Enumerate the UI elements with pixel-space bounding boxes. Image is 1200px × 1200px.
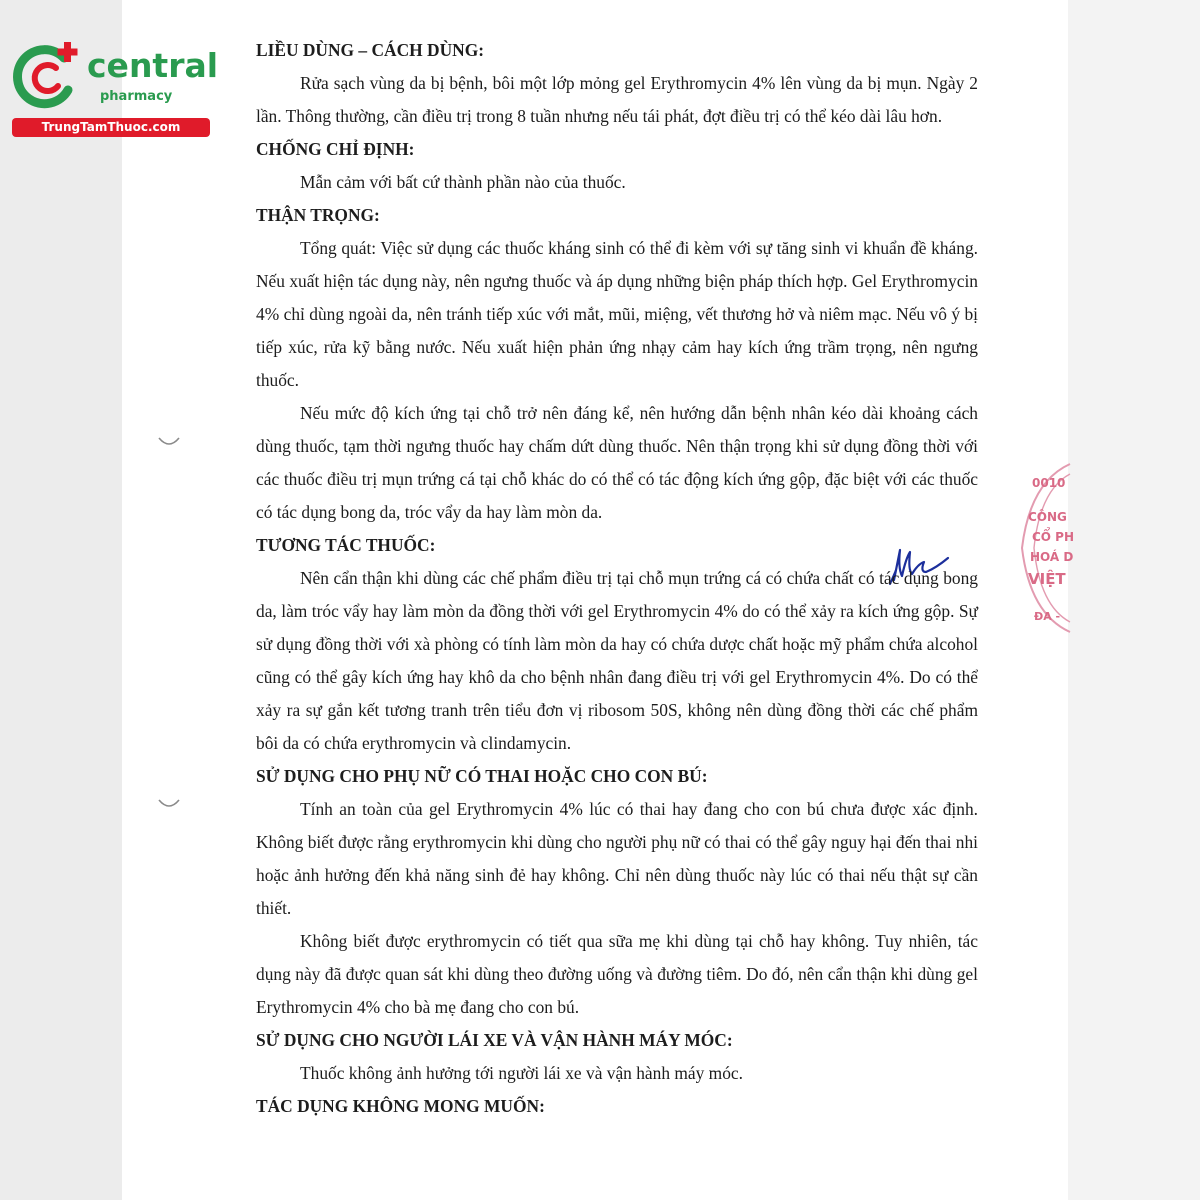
section-heading: SỬ DỤNG CHO NGƯỜI LÁI XE VÀ VẬN HÀNH MÁY MÓC: [256, 1030, 733, 1050]
section-interactions [256, 529, 978, 760]
stamp-text: CÔNG [1028, 510, 1067, 524]
paragraph: Nên cẩn thận khi dùng các chế phẩm điều trị tại chỗ mụn trứng cá có chứa chất có tác dụng bong da, làm tróc vẩy hay làm mòn da đồng thời với gel Erythromycin 4% do có thể xảy ra kích ứng gộp. Sự sử dụng đồng thời với xà phòng có tính làm mòn da hay có chứa dược chất hoặc mỹ phẩm chứa alcohol cũng có thể gây kích ứng hay khô da cho bệnh nhân đang điều trị với gel Erythromycin 4%. Do có thể xảy ra sự gắn kết tương tranh trên tiểu đơn vị ribosom 50S, không nên dùng đồng thời các chế phẩm bôi da có chứa erythromycin và clindamycin. [256, 568, 978, 753]
section-heading: THẬN TRỌNG: [256, 205, 380, 225]
paragraph: Rửa sạch vùng da bị bệnh, bôi một lớp mỏng gel Erythromycin 4% lên vùng da bị mụn. Ngày 2 lần. Thông thường, cần điều trị trong 8 tuần nhưng nếu tái phát, đợt điều trị có thể kéo dài lâu hơn. [256, 73, 978, 126]
section-pregnancy [256, 760, 978, 1024]
pharmacy-cross-icon [12, 40, 84, 112]
logo-site-banner: TrungTamThuoc.com [12, 118, 210, 137]
section-precautions [256, 199, 978, 529]
section-heading: LIỀU DÙNG – CÁCH DÙNG: [256, 40, 485, 60]
section-contraindications [256, 133, 978, 199]
stamp-text: ĐA - [1034, 610, 1061, 623]
section-heading: TƯƠNG TÁC THUỐC: [256, 535, 436, 555]
logo-brand-text: central [87, 46, 219, 85]
section-driving [256, 1024, 978, 1090]
central-pharmacy-logo [12, 38, 219, 138]
section-side-effects [256, 1090, 978, 1123]
paragraph: Không biết được erythromycin có tiết qua sữa mẹ khi dùng tại chỗ hay không. Tuy nhiên, tác dụng này đã được quan sát khi dùng theo đường uống và đường tiêm. Do đó, nên cẩn thận khi dùng gel Erythromycin 4% cho bà mẹ đang cho con bú. [256, 931, 978, 1017]
document-body [256, 34, 978, 1123]
section-heading: SỬ DỤNG CHO PHỤ NỮ CÓ THAI HOẶC CHO CON BÚ: [256, 766, 708, 786]
punch-hole-icon [158, 436, 180, 448]
paragraph: Mẫn cảm với bất cứ thành phần nào của thuốc. [300, 172, 626, 192]
punch-hole-icon [158, 798, 180, 810]
scan-margin [1068, 0, 1200, 1200]
company-stamp [1010, 462, 1080, 634]
paragraph: Nếu mức độ kích ứng tại chỗ trở nên đáng kể, nên hướng dẫn bệnh nhân kéo dài khoảng cách dùng thuốc, tạm thời ngưng thuốc hay chấm dứt dùng thuốc. Nên thận trọng khi sử dụng đồng thời với các thuốc điều trị mụn trứng cá tại chỗ khác do có thể có tác động kích ứng gộp, đặc biệt với các thuốc có tác dụng bong da, tróc vẩy da hay làm mòn da. [256, 403, 978, 522]
stamp-text: VIỆT [1028, 570, 1066, 588]
logo-sub-text: pharmacy [100, 89, 173, 104]
paragraph: Thuốc không ảnh hưởng tới người lái xe và vận hành máy móc. [300, 1063, 743, 1083]
paragraph: Tổng quát: Việc sử dụng các thuốc kháng sinh có thể đi kèm với sự tăng sinh vi khuẩn đề kháng. Nếu xuất hiện tác dụng này, nên ngưng thuốc và áp dụng những biện pháp thích hợp. Gel Erythromycin 4% chỉ dùng ngoài da, nên tránh tiếp xúc với mắt, mũi, miệng, vết thương hở và niêm mạc. Nếu vô ý bị tiếp xúc, rửa kỹ bằng nước. Nếu xuất hiện phản ứng nhạy cảm hay kích ứng trầm trọng, nên ngưng thuốc. [256, 238, 978, 390]
section-heading: TÁC DỤNG KHÔNG MONG MUỐN: [256, 1096, 545, 1116]
paragraph: Tính an toàn của gel Erythromycin 4% lúc có thai hay đang cho con bú chưa được xác định. Không biết được rằng erythromycin khi dùng cho người phụ nữ có thai có thể gây nguy hại đến thai nhi hoặc ảnh hưởng đến khả năng sinh đẻ hay không. Chỉ nên dùng thuốc này lúc có thai nếu thật sự cần thiết. [256, 799, 978, 918]
section-heading: CHỐNG CHỈ ĐỊNH: [256, 139, 415, 159]
stamp-text: 0010 [1032, 476, 1066, 490]
section-dosage [256, 34, 978, 133]
stamp-text: CỔ PH [1032, 530, 1075, 544]
stamp-text: HOÁ D [1030, 550, 1074, 564]
